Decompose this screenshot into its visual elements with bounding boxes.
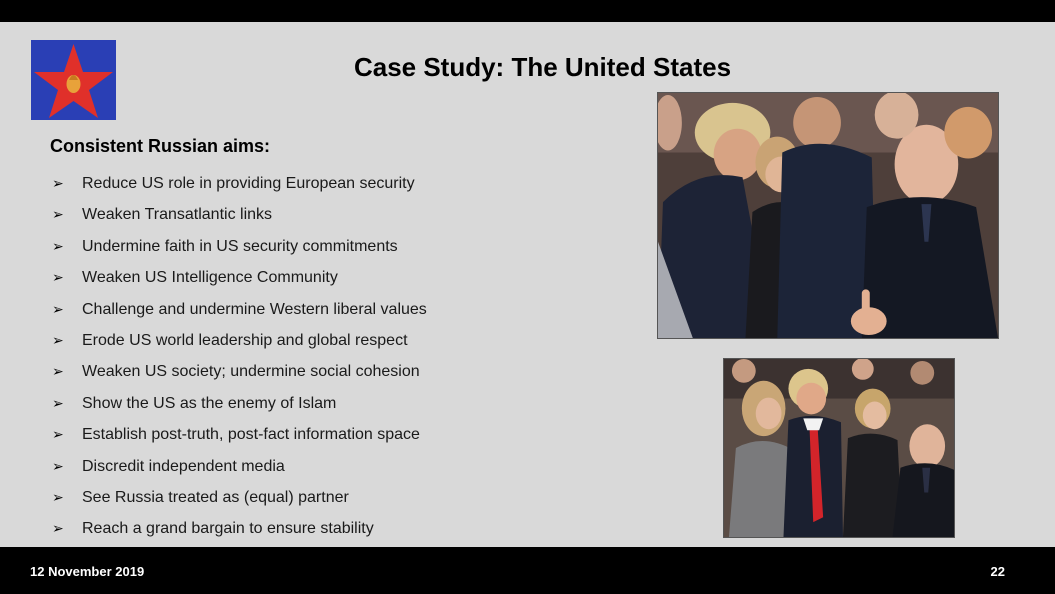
list-item — [52, 168, 427, 199]
arrowhead-bullet-icon: ➢ — [52, 394, 64, 411]
list-item-text: See Russia treated as (equal) partner — [82, 488, 349, 506]
list-heading: Consistent Russian aims: — [50, 136, 271, 156]
list-item — [52, 199, 427, 230]
list-item-text: Discredit independent media — [82, 457, 285, 475]
arrowhead-bullet-icon: ➢ — [52, 300, 64, 317]
arrowhead-bullet-icon: ➢ — [52, 426, 64, 443]
aims-list — [52, 168, 427, 545]
arrowhead-bullet-icon: ➢ — [52, 488, 64, 505]
list-item-text: Undermine faith in US security commitments — [82, 237, 398, 255]
arrowhead-bullet-icon: ➢ — [52, 363, 64, 380]
slide — [0, 22, 1055, 547]
arrowhead-bullet-icon: ➢ — [52, 269, 64, 286]
list-item — [52, 356, 427, 387]
list-item — [52, 482, 427, 513]
list-item-text: Erode US world leadership and global respect — [82, 331, 408, 349]
list-item-text: Weaken Transatlantic links — [82, 206, 273, 224]
arrowhead-bullet-icon: ➢ — [52, 520, 64, 537]
arrowhead-bullet-icon: ➢ — [52, 457, 64, 474]
arrowhead-bullet-icon: ➢ — [52, 237, 64, 254]
list-item — [52, 388, 427, 419]
list-item-text: Weaken US Intelligence Community — [82, 269, 338, 287]
arrowhead-bullet-icon: ➢ — [52, 331, 64, 348]
list-item-text: Challenge and undermine Western liberal values — [82, 300, 427, 318]
page-number: 22 — [990, 564, 1005, 579]
list-item — [52, 262, 427, 293]
leaders-photo-2 — [723, 358, 955, 538]
list-item-text: Reach a grand bargain to ensure stability — [82, 520, 374, 538]
list-item-text: Weaken US society; undermine social cohesion — [82, 363, 420, 381]
footer-bar — [0, 547, 1055, 594]
leaders-photo-1 — [657, 92, 999, 339]
arrowhead-bullet-icon: ➢ — [52, 175, 64, 191]
list-item — [52, 451, 427, 482]
list-item — [52, 294, 427, 325]
list-item — [52, 419, 427, 450]
footer-date: 12 November 2019 — [30, 564, 145, 579]
list-item — [52, 513, 427, 544]
list-item-text: Reduce US role in providing European security — [82, 175, 415, 192]
list-item — [52, 231, 427, 262]
list-item-text: Show the US as the enemy of Islam — [82, 394, 337, 412]
arrowhead-bullet-icon: ➢ — [52, 206, 64, 223]
slide-title: Case Study: The United States — [353, 52, 732, 82]
top-bar — [0, 0, 1055, 22]
list-item — [52, 325, 427, 356]
list-item-text: Establish post-truth, post-fact information space — [82, 426, 420, 444]
